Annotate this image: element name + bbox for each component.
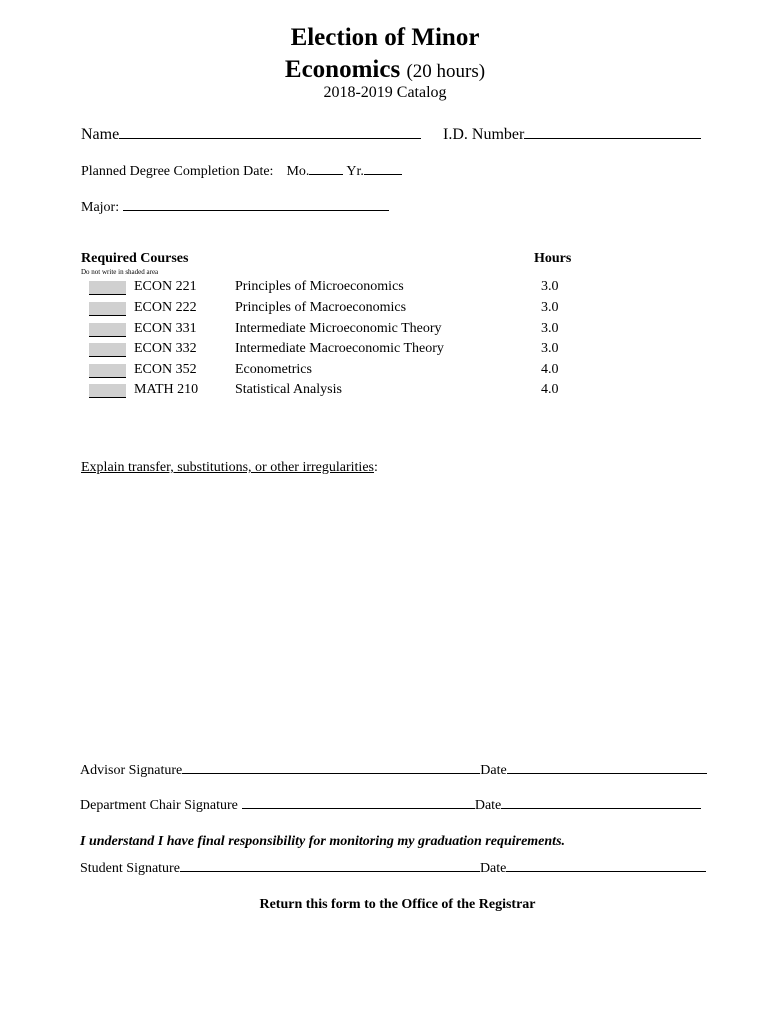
explain-row [81, 460, 378, 476]
chair-signature-field[interactable] [242, 807, 475, 809]
course-code: ECON 331 [134, 321, 197, 336]
id-number-field[interactable] [524, 137, 701, 139]
major-field[interactable] [123, 209, 389, 211]
course-title: Econometrics [235, 362, 312, 377]
hours-heading: Hours [534, 251, 572, 266]
shaded-check-box [89, 302, 126, 316]
date-label: Date [474, 798, 502, 813]
form-title: Election of Minor [290, 24, 480, 51]
course-title: Intermediate Microeconomic Theory [235, 321, 442, 336]
course-title: Statistical Analysis [235, 382, 342, 397]
explain-colon: : [373, 460, 378, 475]
course-code: ECON 352 [134, 362, 197, 377]
course-hours: 3.0 [541, 279, 559, 294]
date-label: Date [479, 861, 507, 876]
name-row [81, 126, 421, 144]
student-date-field[interactable] [506, 870, 706, 872]
course-hours: 3.0 [541, 321, 559, 336]
completion-label: Planned Degree Completion Date: [81, 164, 274, 179]
return-instruction: Return this form to the Office of the Registrar [259, 897, 536, 912]
advisor-date-field[interactable] [507, 772, 707, 774]
name-field[interactable] [119, 137, 421, 139]
id-label: I.D. Number [443, 126, 525, 143]
major-row [81, 200, 389, 216]
course-hours: 4.0 [541, 382, 559, 397]
chair-signature-label: Department Chair Signature [80, 798, 238, 813]
explain-area[interactable] [81, 482, 721, 742]
course-hours: 3.0 [541, 341, 559, 356]
subject-name: Economics [284, 56, 401, 83]
chair-signature-row [80, 798, 701, 814]
completion-row [81, 164, 402, 180]
date-label: Date [480, 763, 507, 778]
major-label: Major: [81, 200, 120, 215]
student-signature-row [80, 861, 706, 877]
course-hours: 3.0 [541, 300, 559, 315]
course-title: Intermediate Macroeconomic Theory [235, 341, 444, 356]
year-field[interactable] [364, 173, 402, 175]
shaded-check-box [89, 384, 126, 398]
course-hours: 4.0 [541, 362, 559, 377]
chair-date-field[interactable] [501, 807, 701, 809]
shaded-check-box [89, 323, 126, 337]
shaded-check-box [89, 343, 126, 357]
responsibility-statement: I understand I have final responsibility for monitoring my graduation requirements. [80, 834, 566, 849]
catalog-year: 2018-2019 Catalog [323, 84, 447, 101]
advisor-signature-label: Advisor Signature [80, 763, 183, 778]
month-label: Mo. [286, 164, 310, 179]
id-row [443, 126, 701, 144]
student-signature-label: Student Signature [80, 861, 180, 876]
student-signature-field[interactable] [180, 870, 480, 872]
required-courses-heading: Required Courses [81, 251, 189, 266]
explain-label: Explain transfer, substitutions, or other irregularities [81, 460, 374, 475]
course-code: MATH 210 [134, 382, 199, 397]
course-title: Principles of Microeconomics [235, 279, 404, 294]
name-label: Name [81, 126, 120, 143]
advisor-signature-field[interactable] [182, 772, 480, 774]
course-code: ECON 221 [134, 279, 197, 294]
month-field[interactable] [309, 173, 343, 175]
shaded-check-box [89, 364, 126, 378]
course-title: Principles of Macroeconomics [235, 300, 407, 315]
course-code: ECON 332 [134, 341, 197, 356]
minor-subject [0, 56, 770, 84]
hours-total: (20 hours) [406, 61, 486, 82]
year-label: Yr. [346, 164, 364, 179]
course-code: ECON 222 [134, 300, 197, 315]
shaded-area-note: Do not write in shaded area [81, 268, 159, 276]
shaded-check-box [89, 281, 126, 295]
advisor-signature-row [80, 763, 707, 779]
